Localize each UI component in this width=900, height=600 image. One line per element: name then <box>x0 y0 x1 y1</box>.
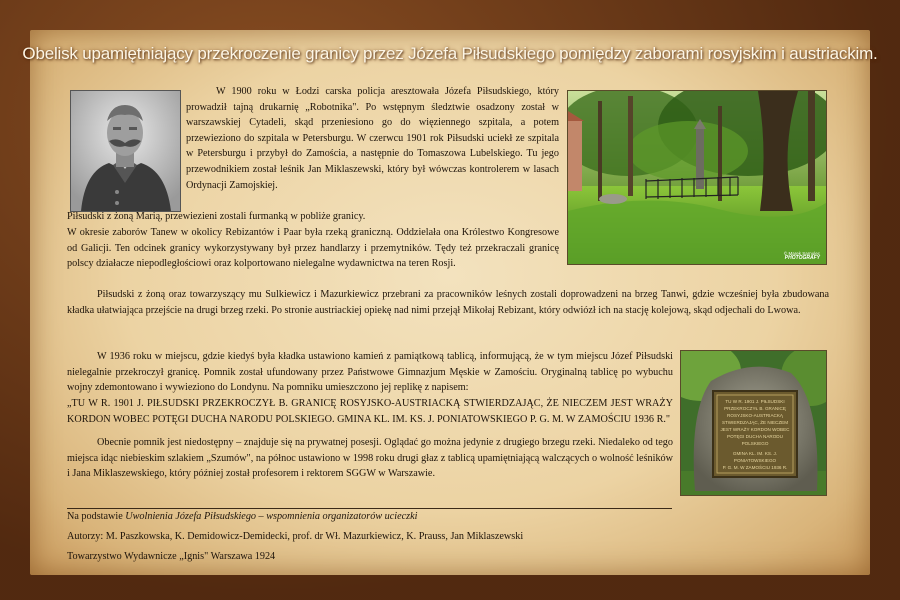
paragraph-monument: W 1936 roku w miejscu, gdzie kiedyś była kładka ustawiono kamień z pamiątkową tablicą, informującą, że w tym miejscu Józef Piłsudski nielegalnie przekroczył granicę. Pomnik został ufundowany przez Państwowe Gimnazjum Męskie w Zamościu. Oryginalną tablicę po wybuchu wojny zdemontowano i wywieziono do Londynu. Na pomniku umieszczono jej replikę z napisem: <box>67 351 673 394</box>
plaque-inscription <box>717 398 793 471</box>
source-publisher: Towarzystwo Wydawnicze „Ignis" Warszawa 1924 <box>67 551 276 562</box>
page-title: Obelisk upamiętniający przekroczenie granicy przez Józefa Piłsudskiego pomiędzy zaborami rosyjskim i austriackim. <box>22 44 878 63</box>
plaque-line: ROSYJSKO-AUSTRIACKĄ <box>727 413 783 418</box>
paragraph-crossing: Piłsudski z żoną oraz towarzyszący mu Sulkiewicz i Mazurkiewicz przebrani za pracowników leśnych zostali doprowadzeni na brzeg Tanwi, gdzie wcześniej była zbudowana kładka ułatwiająca przejście na drugi brzeg rzeki. Po stronie austriackiej opiekę nad nimi przejął Mikołaj Rebizant, który odwiózł ich na stację kolejową, skąd odjechali do Lwowa. <box>67 289 829 316</box>
photo-credit-line2: PHOTOGRAFY <box>784 255 820 261</box>
paragraph-intro-continued: Piłsudski z żoną Marią, przewiezieni zostali furmanką w pobliże granicy. <box>67 211 366 222</box>
plaque-line: POTĘGI DUCHA NARODU <box>727 434 783 439</box>
forest-obelisk-photo <box>567 90 827 265</box>
paragraph-intro: W 1900 roku w Łodzi carska policja aresztowała Józefa Piłsudskiego, który prowadził tajną drukarnię „Robotnika". Po wstępnym śledztwie osadzony został w warszawskiej Cytadeli, skąd przeniesiono go do więziennego szpitala, a potem przewieziono do szpitala w Petersburgu. W czerwcu 1901 rok Piłsudski uciekł ze szpitala w Petersburgu i przybył do Zamościa, a następnie do Tomaszowa Lubelskiego. Tu jego przewodnikiem został leśnik Jan Miklaszewski, który był wówczas kontrolerem w lasach Ordynacji Zamojskiej. <box>186 86 559 191</box>
plaque-inscription-text: „TU W R. 1901 J. PIŁSUDSKI PRZEKROCZYŁ B. GRANICĘ ROSYJSKO-AUSTRIACKĄ STWIERDZAJĄC, ŻE NIECZEM JEST WRAŻY KORDON WOBEC POTĘGI DUCHA NARODU POLSKIEGO. GMINA KL. IM. KS. J. PONIATOWSKIEGO P. G. M. W ZAMOŚCIU 1936 R." <box>67 398 673 425</box>
memorial-stone-photo <box>680 350 827 496</box>
source-reference <box>67 511 418 522</box>
plaque-line: TU W R. 1901 J. PIŁSUDSKI <box>725 399 785 404</box>
source-book-title: Uwolnienia Józefa Piłsudskiego – wspomnienia organizatorów ucieczki <box>125 511 418 522</box>
plaque-line: STWIERDZAJĄC, ŻE NIECZEM <box>721 420 789 425</box>
source-divider <box>67 508 672 509</box>
paragraph-border-river: W okresie zaborów Tanew w okolicy Rebizantów i Paar była rzeką graniczną. Oddzielała ona Królestwo Kongresowe od Galicji. Ten odcinek granicy wykorzystywany był przez handlarzy i przemytników. Tędy też przekraczali granicę polscy działacze niepodległościowi oraz kolportowano nielegalne wydawnictwa na teren Rosji. <box>67 227 559 270</box>
source-prefix: Na podstawie <box>67 511 126 522</box>
source-authors: Autorzy: M. Paszkowska, K. Demidowicz-Demidecki, prof. dr Wł. Mazurkiewicz, K. Prauss, Jan Miklaszewski <box>67 531 524 542</box>
plaque-line: PRZEKROCZYŁ B. GRANICĘ <box>724 406 786 411</box>
paragraph-current-state: Obecnie pomnik jest niedostępny – znajduje się na prywatnej posesji. Oglądać go można jedynie z drugiego brzegu rzeki. Niedaleko od tego miejsca idąc niebieskim szlakiem „Szumów", na północ ustawiono w 1998 roku drugi głaz z tablicą upamiętniającą walczących o wolność leśników i Jana Miklaszewskiego, który później został profesorem i rektorem SGGW w Warszawie. <box>67 437 673 480</box>
plaque-line: P. G. M. W ZAMOŚCIU 1936 R. <box>722 465 788 470</box>
photo-credit <box>784 251 820 261</box>
pilsudski-portrait-image <box>70 90 181 212</box>
plaque-line: JEST WRAŻY KORDON WOBEC <box>720 427 790 432</box>
plaque-line: POLSKIEGO <box>741 441 769 446</box>
photo-credit-line1: © Marek Sarnulec <box>783 251 820 256</box>
plaque-line: GMINA KL. IM. KS. J. PONIATOWSKIEGO <box>732 451 778 463</box>
